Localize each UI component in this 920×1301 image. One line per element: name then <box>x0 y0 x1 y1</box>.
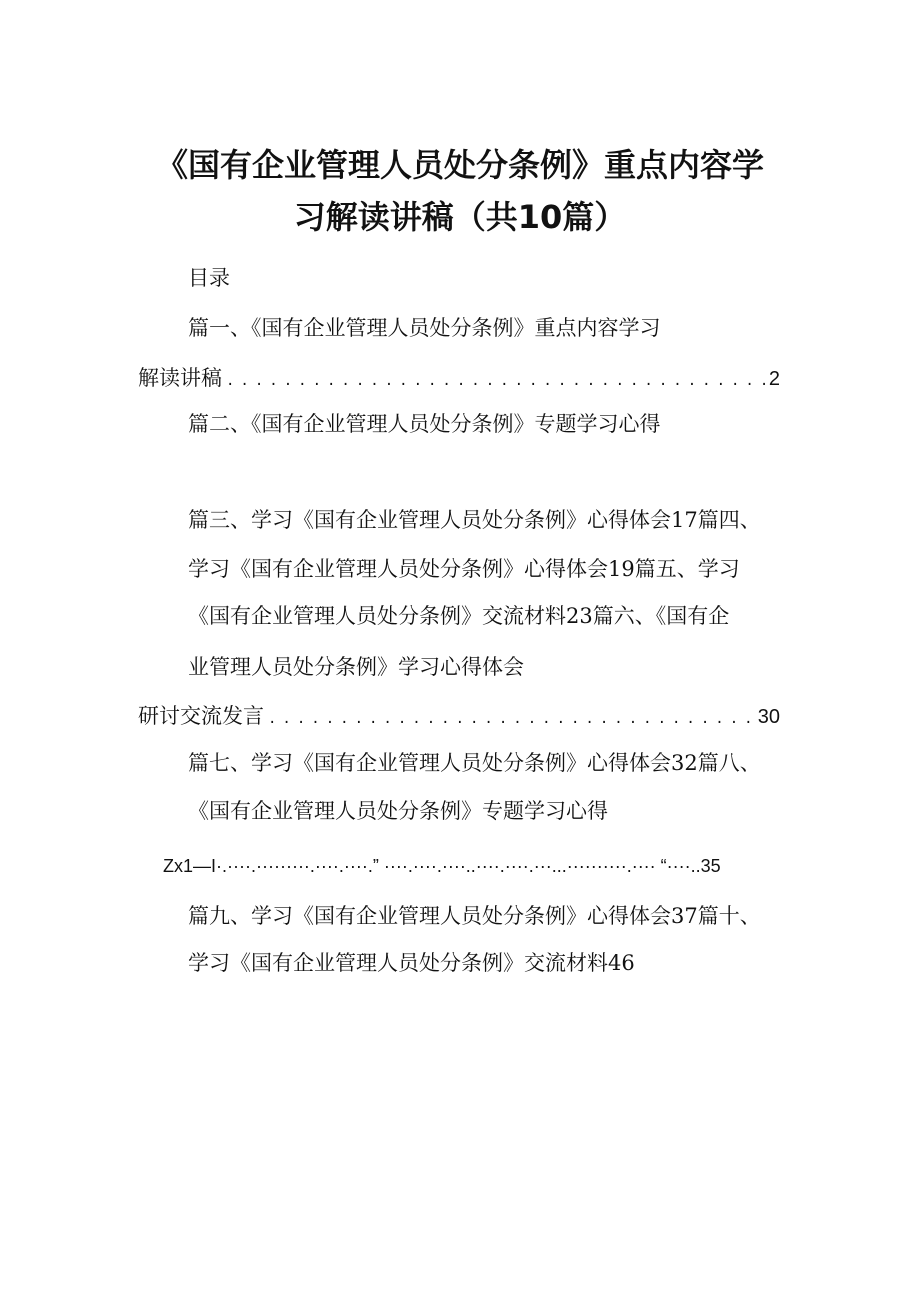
document-title-line-1: 《国有企业管理人员处分条例》重点内容学 <box>155 146 764 184</box>
toc-entry-1-line-2 <box>138 362 780 392</box>
toc-dot-leader <box>268 711 754 727</box>
toc-entry-6-line-2 <box>138 700 780 730</box>
toc-dot-leader <box>226 373 765 389</box>
toc-entry-6-line-1: 业管理人员处分条例》学习心得体会 <box>188 655 524 679</box>
toc-entry-8-line-1: 《国有企业管理人员处分条例》专题学习心得 <box>188 799 608 823</box>
toc-entry-text: 解读讲稿 <box>138 366 222 390</box>
toc-entry-8-line-2: Zx1—I·.····.·········.····.····.” ····.····.····..····.····.···...··········.···· “····..35 <box>163 856 721 876</box>
toc-page-number: 2 <box>768 368 780 390</box>
toc-entry-text: 研讨交流发言 <box>138 704 264 728</box>
toc-entry-4: 学习《国有企业管理人员处分条例》心得体会19篇五、学习 <box>188 557 740 581</box>
toc-entry-5: 《国有企业管理人员处分条例》交流材料23篇六、《国有企 <box>188 604 730 628</box>
toc-entry-3: 篇三、学习《国有企业管理人员处分条例》心得体会17篇四、 <box>188 508 761 532</box>
toc-page-number: 30 <box>757 706 780 728</box>
toc-entry-2: 篇二、《国有企业管理人员处分条例》专题学习心得 <box>188 412 661 436</box>
toc-entry-9: 篇九、学习《国有企业管理人员处分条例》心得体会37篇十、 <box>188 904 761 928</box>
toc-heading: 目录 <box>188 266 230 290</box>
document-title-line-2: 习解读讲稿（共10篇） <box>293 198 627 236</box>
toc-entry-7: 篇七、学习《国有企业管理人员处分条例》心得体会32篇八、 <box>188 751 761 775</box>
toc-entry-10: 学习《国有企业管理人员处分条例》交流材料46 <box>188 951 635 975</box>
toc-entry-1-line-1: 篇一、《国有企业管理人员处分条例》重点内容学习 <box>188 316 661 340</box>
